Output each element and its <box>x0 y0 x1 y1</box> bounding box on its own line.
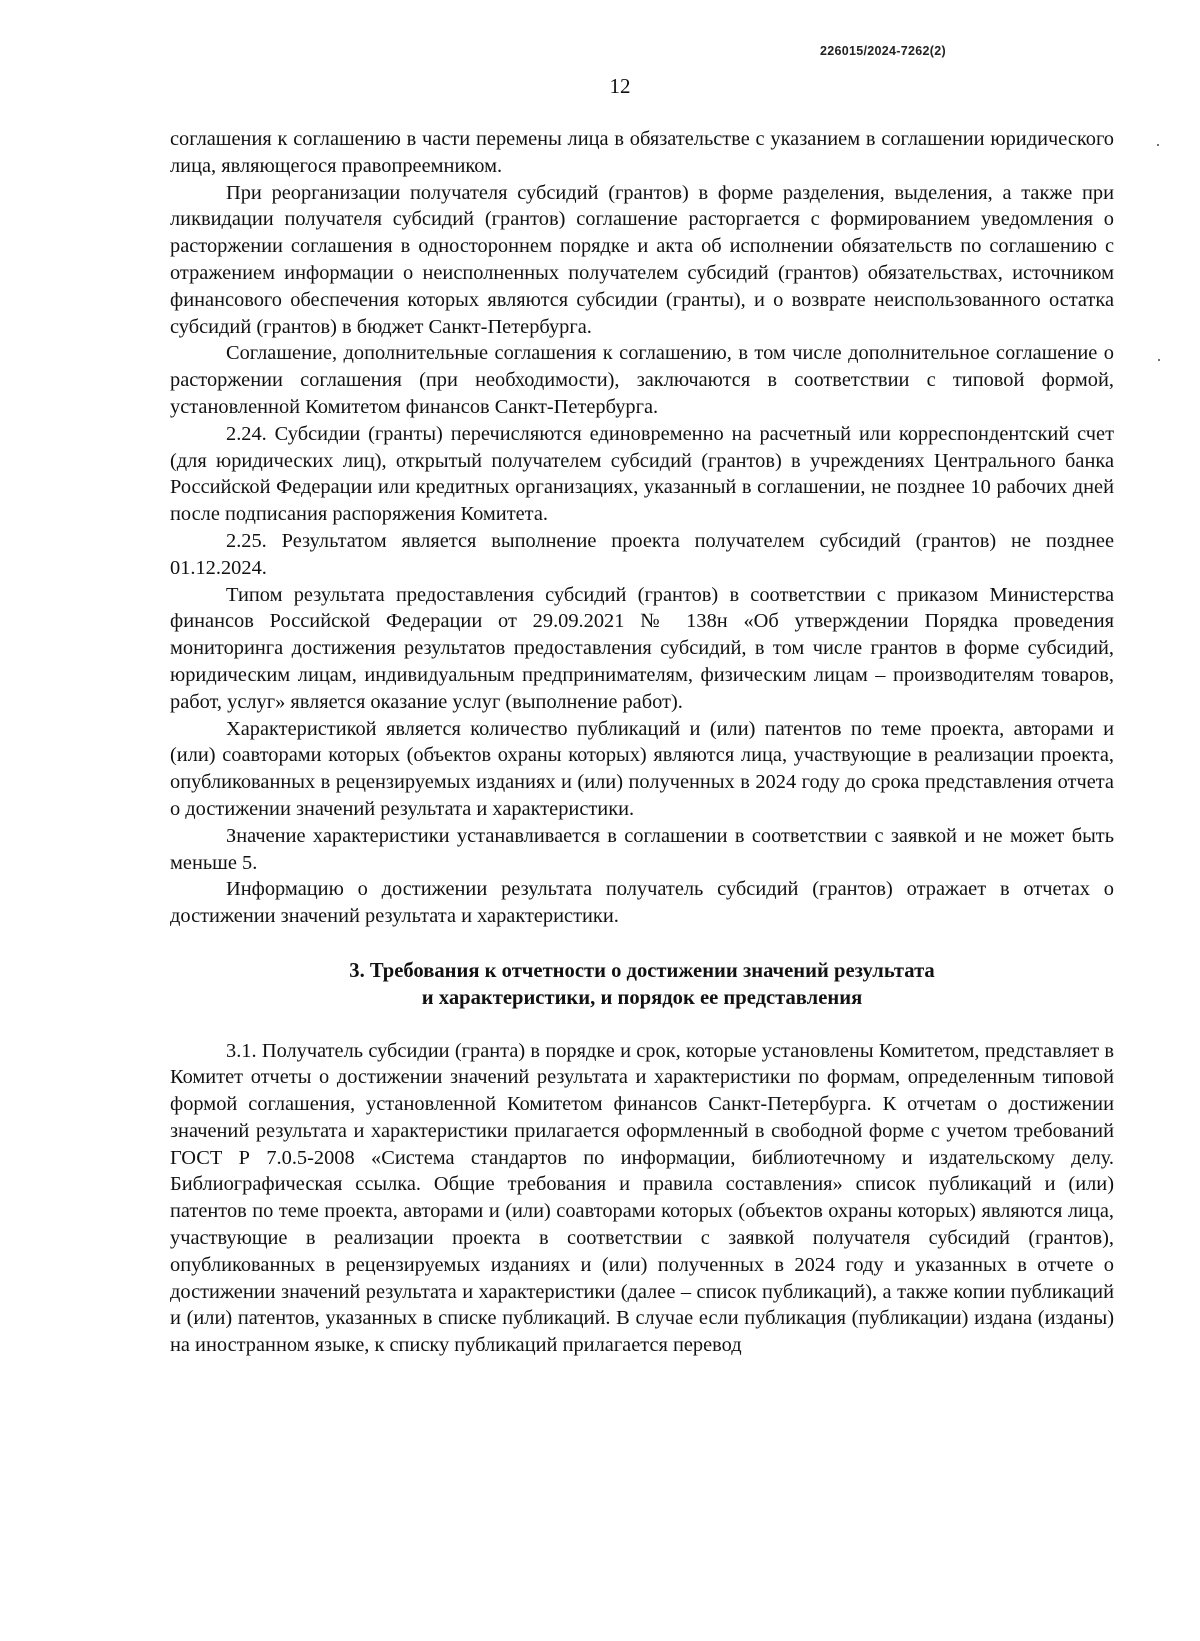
paragraph-reorganization: При реорганизации получателя субсидий (грантов) в форме разделения, выделения, а также при ликвидации получателя субсидий (грантов) соглашение расторгается с формированием уведомления о расторжении соглашения в одностороннем порядке и акта об исполнении обязательств по соглашению с отражением информации о неисполненных получателем субсидий (грантов) обязательствах, источником финансового обеспечения которых являются субсидии (гранты), и о возврате неиспользованного остатка субсидий (грантов) в бюджет Санкт-Петербурга. <box>170 181 1114 338</box>
paragraph-2-24: 2.24. Субсидии (гранты) перечисляются единовременно на расчетный или корреспондентский счет (для юридических лиц), открытый получателем субсидий (грантов) в учреждениях Центрального банка Российской Федерации или кредитных организациях, указанный в соглашении, не позднее 10 рабочих дней после подписания распоряжения Комитета. <box>170 422 1114 526</box>
paragraph-2-25: 2.25. Результатом является выполнение проекта получателем субсидий (грантов) не позднее 01.12.2024. <box>170 529 1114 579</box>
document-registration-code: 226015/2024-7262(2) <box>820 44 946 58</box>
document-body <box>170 126 1114 1359</box>
scan-speck <box>1157 144 1159 146</box>
paragraph-result-type: Типом результата предоставления субсидий (грантов) в соответствии с приказом Министерства финансов Российской Федерации от 29.09.2021 № 138н «Об утверждении Порядка проведения мониторинга достижения результатов предоставления субсидий, в том числе грантов в форме субсидий, юридическим лицам, индивидуальным предпринимателям, физическим лицам – производителям товаров, работ, услуг» является оказание услуг (выполнение работ). <box>170 583 1114 713</box>
paragraph-agreement-form: Соглашение, дополнительные соглашения к соглашению, в том числе дополнительное соглашение о расторжении соглашения (при необходимости), заключаются в соответствии с типовой формой, установленной Комитетом финансов Санкт-Петербурга. <box>170 342 1114 418</box>
paragraph-continuation: соглашения к соглашению в части перемены лица в обязательстве с указанием в соглашении юридического лица, являющегося правопреемником. <box>170 128 1114 177</box>
paragraph-3-1: 3.1. Получатель субсидии (гранта) в порядке и срок, которые установлены Комитетом, представляет в Комитет отчеты о достижении значений результата и характеристики по формам, определенным типовой формой соглашения, установленной Комитетом финансов Санкт-Петербурга. К отчетам о достижении значений результата и характеристики прилагается оформленный в свободной форме с учетом требований ГОСТ Р 7.0.5-2008 «Система стандартов по информации, библиотечному и издательскому делу. Библиографическая ссылка. Общие требования и правила составления» список публикаций и (или) патентов по теме проекта, авторами и (или) соавторами которых (объектов охраны которых) являются лица, участвующие в реализации проекта в соответствии с заявкой получателя субсидий (грантов), опубликованных в рецензируемых изданиях и (или) полученных в 2024 году и указанных в отчете о достижении значений результата и характеристики (далее – список публикаций), а также копии публикаций и (или) патентов, указанных в списке публикаций. В случае если публикация (публикации) издана (изданы) на иностранном языке, к списку публикаций прилагается перевод <box>170 1039 1114 1357</box>
page-number: 12 <box>609 74 631 98</box>
section-3-heading <box>170 958 1114 1012</box>
paragraph-characteristic-value: Значение характеристики устанавливается в соглашении в соответствии с заявкой и не может быть меньше 5. <box>170 824 1114 874</box>
section-3-heading-line-2: и характеристики, и порядок ее представления <box>421 986 863 1009</box>
paragraph-result-info: Информацию о достижении результата получатель субсидий (грантов) отражает в отчетах о достижении значений результата и характеристики. <box>170 878 1114 928</box>
paragraph-characteristic: Характеристикой является количество публикаций и (или) патентов по теме проекта, авторами и (или) соавторами которых (объектов охраны которых) являются лица, участвующие в реализации проекта, опубликованных в рецензируемых изданиях и (или) полученных в 2024 году до срока представления отчета о достижении значений результата и характеристики. <box>170 717 1114 820</box>
scan-speck <box>1158 359 1160 361</box>
section-3-heading-line-1: 3. Требования к отчетности о достижении значений результата <box>349 959 935 982</box>
